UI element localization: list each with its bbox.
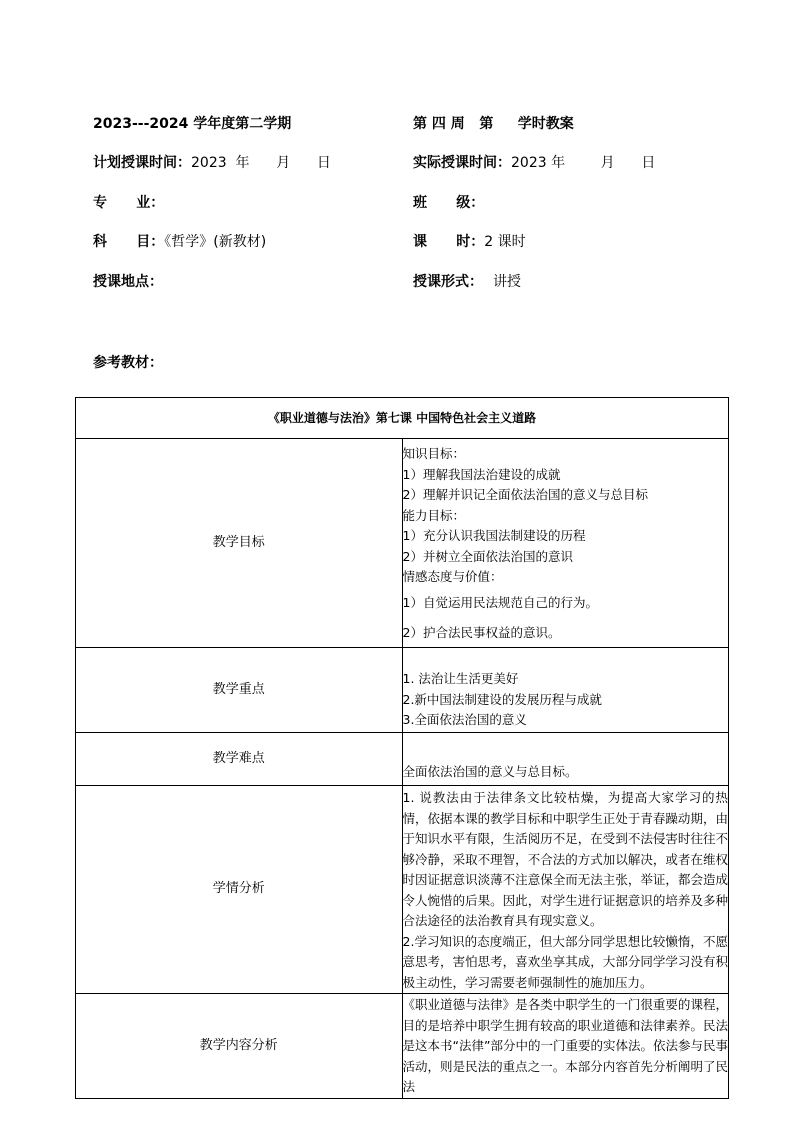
semester-title: 2023---2024 学年度第二学期	[93, 116, 292, 132]
key-point-line: 2.新中国法制建设的发展历程与成就	[402, 691, 602, 707]
student-analysis-paragraph: 1. 说教法由于法律条文比较枯燥，为提高大家学习的热情，依据本课的教学目标和中职学生正处于青春躁动期，由于知识水平有限，生活阅历不足，在受到不法侵害时往往不够冷静，采取不理智，不合法的方式加以解决，或者在维权时因证据意识淡薄不注意保全而无法主张，举证，都会造成令人惋惜的后果。因此，对学生进行证据意识的培养及多种合法途径的法治教育具有现实意义。	[402, 790, 728, 928]
subject-value: 《哲学》(新教材)	[164, 234, 267, 250]
reference-label: 参考教材：	[93, 355, 163, 371]
difficulties-label: 教学难点	[76, 733, 403, 786]
subject-field	[93, 232, 266, 252]
lesson-plan-table	[75, 397, 729, 1099]
class-label: 班 级：	[413, 195, 485, 211]
student-analysis-paragraph: 2.学习知识的态度端正，但大部分同学思想比较懒惰，不愿意思考，害怕思考，喜欢坐享其成，大部分同学学习没有积极主动性，学习需要老师强制性的施加压力。	[402, 933, 728, 990]
objective-line: 能力目标：	[402, 507, 466, 523]
planned-time-value: 2023 年 月 日	[191, 155, 331, 171]
planned-time-field	[93, 153, 331, 173]
objective-line: 1）充分认识我国法制建设的历程	[402, 528, 586, 544]
hours-label: 课 时：	[413, 234, 485, 250]
objectives-label: 教学目标	[76, 439, 403, 648]
objective-line: 情感态度与价值：	[402, 569, 503, 585]
teaching-form-value: 讲授	[493, 274, 521, 290]
actual-time-label: 实际授课时间：	[413, 155, 511, 171]
content-analysis-row	[76, 994, 729, 1099]
objectives-row	[76, 439, 729, 648]
objective-line: 2）并树立全面依法治国的意识	[402, 548, 573, 564]
objective-line: 2）护合法民事权益的意识。	[402, 625, 561, 641]
key-points-content	[402, 648, 729, 733]
key-points-label: 教学重点	[76, 648, 403, 733]
difficulties-content	[402, 733, 729, 786]
objective-line: 知识目标：	[402, 446, 466, 462]
key-points-row	[76, 648, 729, 733]
student-analysis-content	[402, 786, 729, 994]
difficulties-row	[76, 733, 729, 786]
teaching-form-field	[413, 272, 521, 292]
planned-time-label: 计划授课时间：	[93, 155, 191, 171]
student-analysis-label: 学情分析	[76, 786, 403, 994]
key-point-line: 1. 法治让生活更美好	[402, 671, 519, 687]
hours-field	[413, 232, 526, 252]
teaching-form-label: 授课形式：	[413, 274, 483, 290]
objective-line: 1）理解我国法治建设的成就	[402, 466, 561, 482]
difficulty-text: 全面依法治国的意义与总目标。	[402, 763, 578, 779]
hours-value: 2 课时	[484, 234, 526, 250]
key-point-line: 3.全面依法治国的意义	[402, 712, 527, 728]
location-label: 授课地点：	[93, 274, 163, 290]
objective-line: 2）理解并识记全面依法治国的意义与总目标	[402, 487, 648, 503]
actual-time-value: 2023 年 月 日	[511, 155, 656, 171]
table-title-row	[76, 398, 729, 439]
objectives-content	[402, 439, 729, 648]
content-analysis-label: 教学内容分析	[76, 994, 403, 1099]
content-analysis-text: 《职业道德与法律》是各类中职学生的一门很重要的课程，目的是培养中职学生拥有较高的职业道德和法律素养。民法是这本书“法律”部分中的一门重要的实体法。依法参与民事活动，则是民法的重点之一。本部分内容首先分析阐明了民法	[402, 997, 728, 1094]
major-label: 专 业：	[93, 195, 165, 211]
content-analysis-content	[402, 994, 729, 1099]
student-analysis-row	[76, 786, 729, 994]
subject-label: 科 目：	[93, 234, 165, 250]
table-title: 《职业道德与法治》第七课 中国特色社会主义道路	[76, 398, 729, 439]
objective-line: 1）自觉运用民法规范自己的行为。	[402, 594, 598, 610]
actual-time-field	[413, 153, 655, 173]
week-lesson-title: 第 四 周 第 学时教案	[413, 116, 574, 132]
